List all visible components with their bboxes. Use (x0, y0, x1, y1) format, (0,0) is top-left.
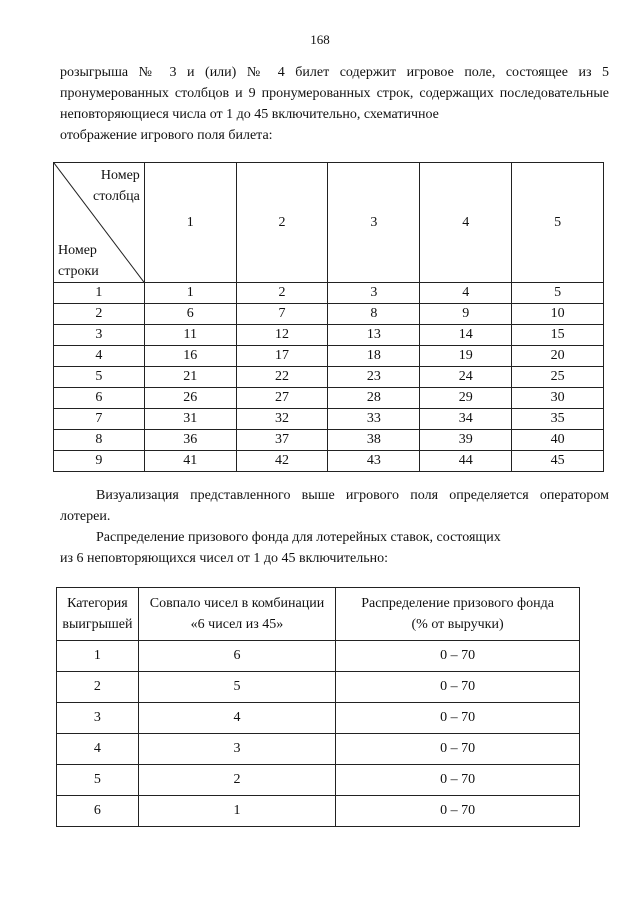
prize-share-header (336, 588, 580, 641)
category-header-line2: выигрышей (62, 617, 133, 632)
number-cell: 37 (236, 430, 328, 451)
matched-numbers-cell: 1 (138, 796, 335, 827)
number-cell: 1 (144, 283, 236, 304)
column-header: 1 (144, 163, 236, 283)
table-row (54, 304, 604, 325)
matched-numbers-cell: 6 (138, 641, 335, 672)
category-header (57, 588, 139, 641)
row-number-label-line1: Номер (58, 243, 97, 258)
prize-share-cell: 0 – 70 (336, 796, 580, 827)
row-number-label-line2: строки (58, 264, 99, 279)
number-cell: 21 (144, 367, 236, 388)
number-cell: 20 (512, 346, 604, 367)
table-row (57, 796, 580, 827)
visualization-paragraph: Визуализация представленного выше игрового поля определяется оператором лотереи. (60, 488, 609, 524)
column-header: 2 (236, 163, 328, 283)
matched-numbers-cell: 2 (138, 765, 335, 796)
number-cell: 7 (236, 304, 328, 325)
game-field-header-row (54, 163, 604, 283)
row-number-cell: 5 (54, 367, 145, 388)
category-cell: 5 (57, 765, 139, 796)
number-cell: 25 (512, 367, 604, 388)
table-row (54, 283, 604, 304)
intro-paragraph (60, 62, 609, 146)
number-cell: 2 (236, 283, 328, 304)
distribution-paragraph-main: Распределение призового фонда для лотерейных ставок, состоящих (96, 530, 501, 545)
table-row (54, 346, 604, 367)
number-cell: 44 (420, 451, 512, 472)
row-number-cell: 3 (54, 325, 145, 346)
number-cell: 36 (144, 430, 236, 451)
column-number-label (93, 165, 140, 207)
table-row (57, 765, 580, 796)
number-cell: 42 (236, 451, 328, 472)
prize-share-cell: 0 – 70 (336, 703, 580, 734)
prize-share-cell: 0 – 70 (336, 672, 580, 703)
prize-distribution-table (56, 587, 580, 827)
number-cell: 23 (328, 367, 420, 388)
table-row (54, 325, 604, 346)
column-header: 5 (512, 163, 604, 283)
number-cell: 26 (144, 388, 236, 409)
number-cell: 28 (328, 388, 420, 409)
corner-header-cell (54, 163, 145, 283)
row-number-cell: 9 (54, 451, 145, 472)
category-cell: 3 (57, 703, 139, 734)
number-cell: 19 (420, 346, 512, 367)
number-cell: 17 (236, 346, 328, 367)
number-cell: 22 (236, 367, 328, 388)
number-cell: 16 (144, 346, 236, 367)
table-row (54, 451, 604, 472)
table-row (54, 367, 604, 388)
matched-numbers-cell: 3 (138, 734, 335, 765)
table-row (57, 672, 580, 703)
number-cell: 27 (236, 388, 328, 409)
table-row (54, 430, 604, 451)
page-number: 168 (310, 32, 330, 47)
prize-header-row (57, 588, 580, 641)
number-cell: 8 (328, 304, 420, 325)
share-header-line2: (% от выручки) (411, 617, 504, 632)
category-cell: 6 (57, 796, 139, 827)
table-row (54, 388, 604, 409)
number-cell: 3 (328, 283, 420, 304)
row-number-cell: 2 (54, 304, 145, 325)
row-number-cell: 8 (54, 430, 145, 451)
table-row (57, 734, 580, 765)
table-row (57, 703, 580, 734)
row-number-cell: 7 (54, 409, 145, 430)
number-cell: 5 (512, 283, 604, 304)
number-cell: 10 (512, 304, 604, 325)
number-cell: 24 (420, 367, 512, 388)
game-field-table (53, 162, 604, 472)
number-cell: 9 (420, 304, 512, 325)
number-cell: 38 (328, 430, 420, 451)
number-cell: 13 (328, 325, 420, 346)
row-number-cell: 6 (54, 388, 145, 409)
number-cell: 29 (420, 388, 512, 409)
number-cell: 15 (512, 325, 604, 346)
number-cell: 35 (512, 409, 604, 430)
number-cell: 45 (512, 451, 604, 472)
number-cell: 12 (236, 325, 328, 346)
table-row (57, 641, 580, 672)
category-header-line1: Категория (67, 596, 128, 611)
number-cell: 43 (328, 451, 420, 472)
intro-paragraph-last: отображение игрового поля билета: (60, 128, 273, 143)
distribution-paragraph-last: из 6 неповторяющихся чисел от 1 до 45 включительно: (60, 551, 388, 566)
number-cell: 40 (512, 430, 604, 451)
column-header: 3 (328, 163, 420, 283)
number-cell: 41 (144, 451, 236, 472)
prize-share-cell: 0 – 70 (336, 641, 580, 672)
matched-numbers-cell: 4 (138, 703, 335, 734)
category-cell: 2 (57, 672, 139, 703)
number-cell: 4 (420, 283, 512, 304)
category-cell: 1 (57, 641, 139, 672)
share-header-line1: Распределение призового фонда (361, 596, 554, 611)
matched-numbers-header (138, 588, 335, 641)
table-row (54, 409, 604, 430)
column-number-label-line1: Номер (100, 168, 140, 183)
number-cell: 31 (144, 409, 236, 430)
number-cell: 14 (420, 325, 512, 346)
matched-numbers-cell: 5 (138, 672, 335, 703)
matched-header-line1: Совпало чисел в комбинации (149, 596, 325, 611)
row-number-cell: 4 (54, 346, 145, 367)
number-cell: 30 (512, 388, 604, 409)
number-cell: 33 (328, 409, 420, 430)
intro-paragraph-main: розыгрыша № 3 и (или) № 4 билет содержит игровое поле, состоящее из 5 пронумерованных столбцов и 9 пронумерованных строк, содержащих последовательные неповторяющиеся числа от 1 до 45 включительно, схематичное (60, 65, 609, 122)
matched-header-line2: «6 чисел из 45» (190, 617, 284, 632)
number-cell: 39 (420, 430, 512, 451)
row-number-cell: 1 (54, 283, 145, 304)
distribution-paragraph (60, 527, 609, 569)
row-number-label (58, 240, 99, 282)
number-cell: 32 (236, 409, 328, 430)
prize-share-cell: 0 – 70 (336, 765, 580, 796)
category-cell: 4 (57, 734, 139, 765)
prize-share-cell: 0 – 70 (336, 734, 580, 765)
column-header: 4 (420, 163, 512, 283)
number-cell: 11 (144, 325, 236, 346)
number-cell: 34 (420, 409, 512, 430)
number-cell: 18 (328, 346, 420, 367)
number-cell: 6 (144, 304, 236, 325)
column-number-label-line2: столбца (93, 189, 140, 204)
